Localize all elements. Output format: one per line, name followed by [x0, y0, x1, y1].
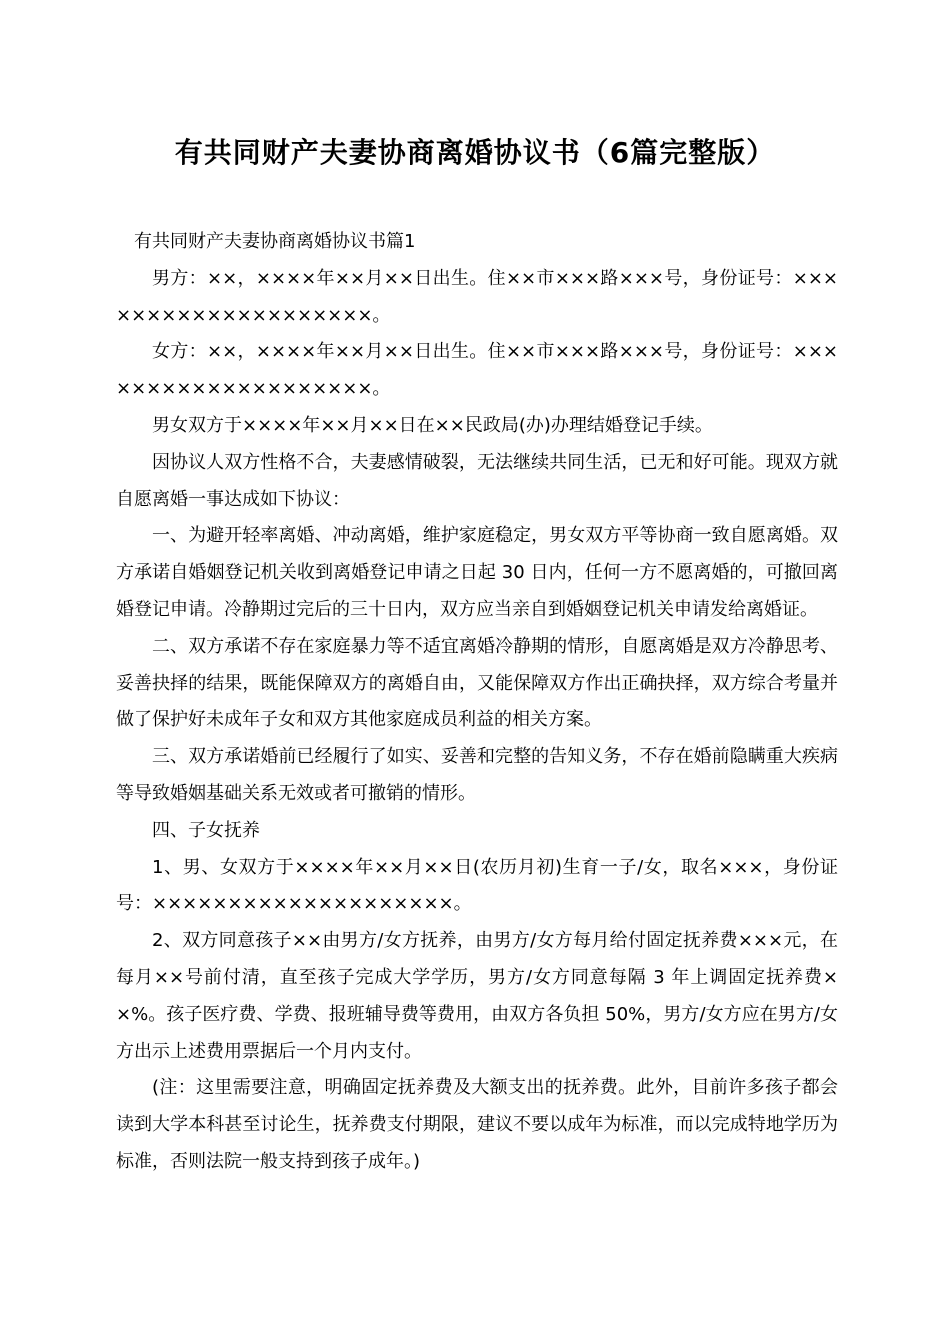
paragraph-reason: 因协议人双方性格不合，夫妻感情破裂，无法继续共同生活，已无和好可能。现双方就自愿离婚一事达成如下协议：	[116, 451, 838, 510]
paragraph-female-party: 女方：××，××××年××月××日出生。住××市×××路×××号，身份证号：××××××××××××××××××××。	[116, 341, 838, 400]
paragraph-marriage-registration: 男女双方于××××年××月××日在××民政局(办)办理结婚登记手续。	[152, 414, 713, 436]
section-heading: 有共同财产夫妻协商离婚协议书篇1	[134, 231, 416, 252]
paragraph-clause-4-heading: 四、子女抚养	[152, 819, 260, 841]
paragraph-child-support: 2、双方同意孩子××由男方/女方抚养，由男方/女方每月给付固定抚养费×××元，在每月××号前付清，直至孩子完成大学学历，男方/女方同意每隔 3 年上调固定抚养费××%。孩子医疗费、学费、报班辅导费等费用，由双方各负担 50%，男方/女方应在男方/女方出示上述费用票据后一个月内支付。	[116, 930, 838, 1062]
document-body	[116, 224, 838, 1181]
paragraph-clause-3: 三、双方承诺婚前已经履行了如实、妥善和完整的告知义务，不存在婚前隐瞒重大疾病等导致婚姻基础关系无效或者可撤销的情形。	[116, 746, 838, 804]
paragraph-note: (注：这里需要注意，明确固定抚养费及大额支出的抚养费。此外，目前许多孩子都会读到大学本科甚至讨论生，抚养费支付期限，建议不要以成年为标准，而以完成特地学历为标准，否则法院一般支持到孩子成年。)	[116, 1077, 838, 1172]
paragraph-clause-2: 二、双方承诺不存在家庭暴力等不适宜离婚冷静期的情形，自愿离婚是双方冷静思考、妥善抉择的结果，既能保障双方的离婚自由，又能保障双方作出正确抉择，双方综合考量并做了保护好未成年子女和双方其他家庭成员利益的相关方案。	[116, 635, 838, 731]
paragraph-male-party: 男方：××，××××年××月××日出生。住××市×××路×××号，身份证号：××××××××××××××××××××。	[116, 267, 838, 326]
paragraph-clause-1: 一、为避开轻率离婚、冲动离婚，维护家庭稳定，男女双方平等协商一致自愿离婚。双方承诺自婚姻登记机关收到离婚登记申请之日起 30 日内，任何一方不愿离婚的，可撤回离婚登记申请。冷静期过完后的三十日内，双方应当亲自到婚姻登记机关申请发给离婚证。	[116, 525, 838, 620]
document-title: 有共同财产夫妻协商离婚协议书（6篇完整版）	[174, 136, 776, 169]
paragraph-child-info: 1、男、女双方于××××年××月××日(农历月初)生育一子/女，取名×××，身份证号：××××××××××××××××××××。	[116, 856, 838, 915]
